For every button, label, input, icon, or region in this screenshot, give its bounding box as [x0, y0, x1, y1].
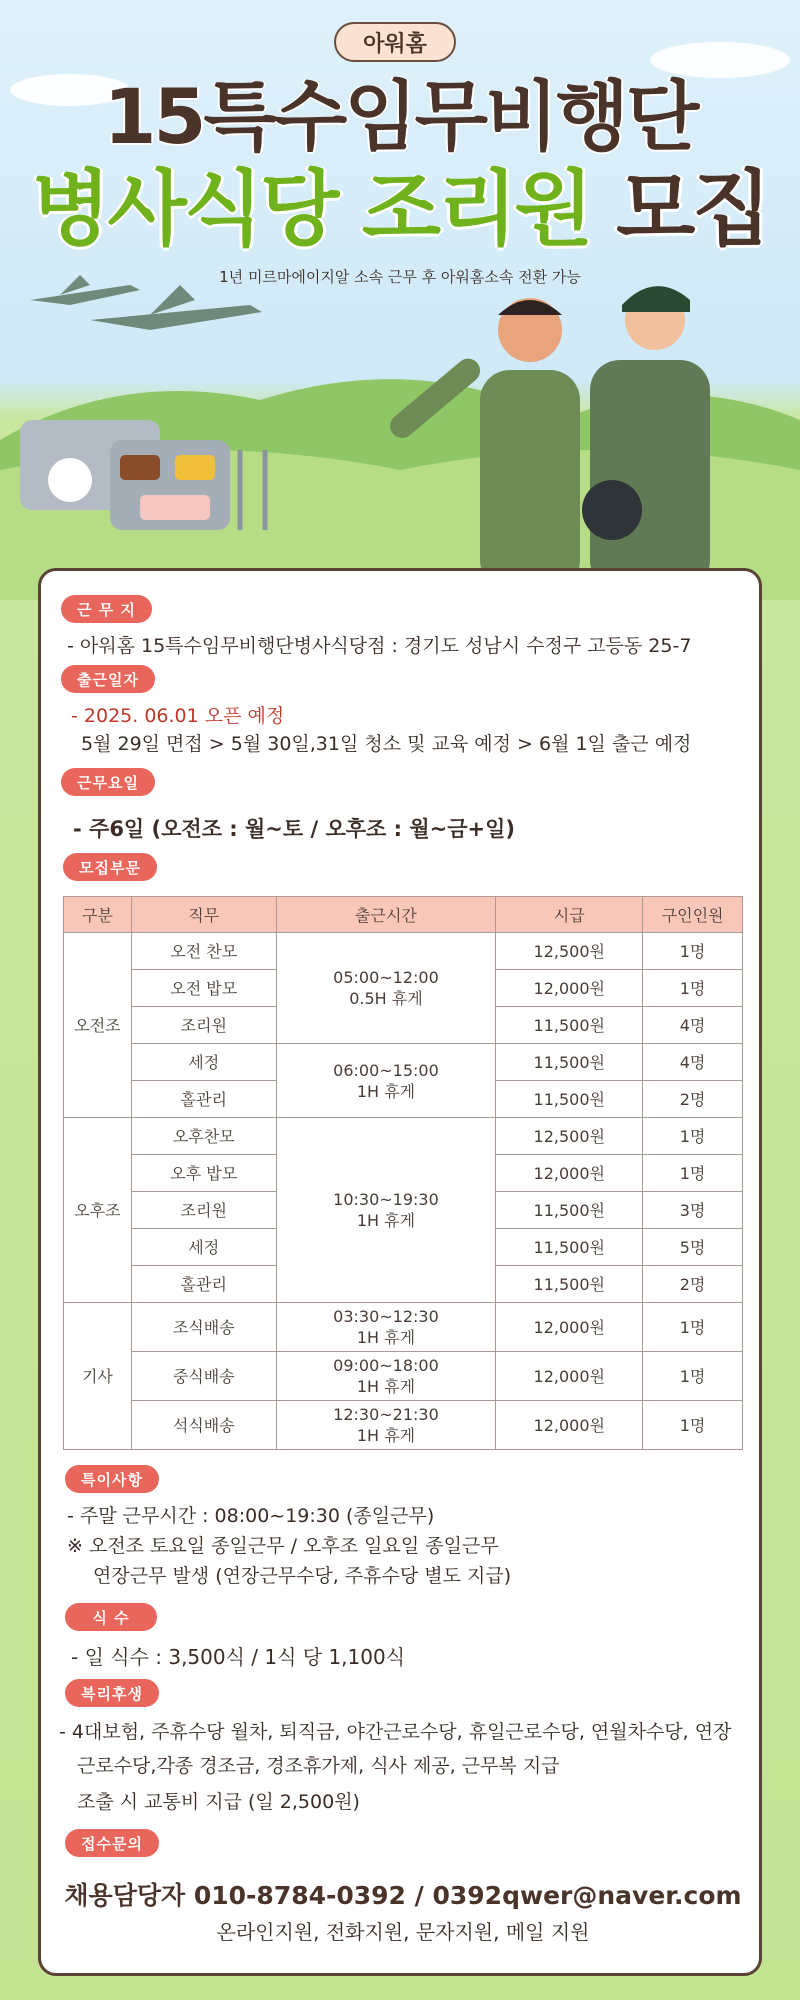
count-cell: 1명 — [643, 1352, 743, 1401]
count-cell: 1명 — [643, 1118, 743, 1155]
pay-cell: 11,500원 — [496, 1266, 643, 1303]
time-range: 06:00~15:00 — [333, 1060, 439, 1080]
meals-text: - 일 식수 : 3,500식 / 1식 당 1,100식 — [71, 1645, 406, 1669]
count-cell: 2명 — [643, 1081, 743, 1118]
count-cell: 4명 — [643, 1044, 743, 1081]
rest-time: 1H 휴게 — [356, 1426, 416, 1445]
rest-time: 1H 휴게 — [356, 1081, 416, 1101]
pay-cell: 11,500원 — [496, 1044, 643, 1081]
time-cell — [276, 933, 496, 1044]
role-cell: 석식배송 — [131, 1401, 276, 1450]
pay-cell: 11,500원 — [496, 1229, 643, 1266]
rest-time: 1H 휴게 — [356, 1377, 416, 1396]
pay-cell: 11,500원 — [496, 1192, 643, 1229]
table-header-row — [64, 897, 743, 933]
contact-info: 채용담당자 010-8784-0392 / 0392qwer@naver.com — [64, 1881, 742, 1910]
group-cell: 오후조 — [64, 1118, 132, 1303]
pay-cell: 12,000원 — [496, 1155, 643, 1192]
title-line-1: 15특수임무비행단 — [103, 72, 697, 161]
pay-cell: 12,000원 — [496, 970, 643, 1007]
hero-banner — [0, 0, 800, 600]
count-cell: 1명 — [643, 1303, 743, 1352]
role-cell: 조식배송 — [131, 1303, 276, 1352]
time-range: 03:30~12:30 — [333, 1307, 439, 1326]
title-suffix: 모집 — [616, 162, 769, 257]
count-cell: 3명 — [643, 1192, 743, 1229]
notes-line-3: 연장근무 발생 (연장근무수당, 주휴수당 별도 지급) — [93, 1565, 512, 1587]
role-cell: 오후 밥모 — [131, 1155, 276, 1192]
apply-methods: 온라인지원, 전화지원, 문자지원, 메일 지원 — [216, 1920, 590, 1944]
welfare-line-3: 조출 시 교통비 지급 (일 2,500원) — [77, 1791, 360, 1813]
time-range: 12:30~21:30 — [333, 1405, 439, 1424]
pay-cell: 12,000원 — [496, 1401, 643, 1450]
pay-cell: 12,000원 — [496, 1352, 643, 1401]
info-card — [38, 568, 762, 1976]
pay-cell: 12,500원 — [496, 933, 643, 970]
table-row — [64, 1044, 743, 1081]
rest-time: 1H 휴게 — [356, 1211, 416, 1230]
pay-cell: 12,000원 — [496, 1303, 643, 1352]
workdays-text: - 주6일 (오전조 : 월~토 / 오후조 : 월~금+일) — [73, 817, 515, 841]
table-row — [64, 1352, 743, 1401]
role-cell: 세정 — [131, 1229, 276, 1266]
table-row — [64, 933, 743, 970]
count-cell: 5명 — [643, 1229, 743, 1266]
time-cell — [276, 1118, 496, 1303]
start-date-line-1: - 2025. 06.01 오픈 예정 — [71, 705, 285, 727]
contact-tag: 접수문의 — [65, 1829, 159, 1857]
time-range: 05:00~12:00 — [333, 968, 439, 987]
recruit-tag: 모집부문 — [63, 853, 157, 881]
time-cell — [276, 1352, 496, 1401]
recruit-table — [63, 896, 743, 1450]
time-cell — [276, 1303, 496, 1352]
rest-time: 0.5H 휴게 — [349, 989, 423, 1008]
start-date-line-2: 5월 29일 면접 > 5월 30일,31일 청소 및 교육 예정 > 6월 1일 출근 예정 — [81, 733, 692, 755]
table-header: 구인인원 — [643, 897, 743, 933]
welfare-line-1: - 4대보험, 주휴수당 월차, 퇴직금, 야간근로수당, 휴일근로수당, 연월차수당, 연장 — [59, 1721, 732, 1743]
rest-time: 1H 휴게 — [356, 1328, 416, 1347]
role-cell: 오전 찬모 — [131, 933, 276, 970]
notes-tag: 특이사항 — [65, 1465, 159, 1493]
notes-line-1: - 주말 근무시간 : 08:00~19:30 (종일근무) — [67, 1505, 435, 1527]
table-header: 출근시간 — [276, 897, 496, 933]
notes-line-2: ※ 오전조 토요일 종일근무 / 오후조 일요일 종일근무 — [67, 1535, 499, 1557]
workplace-text: - 아워홈 15특수임무비행단병사식당점 : 경기도 성남시 수정구 고등동 25-7 — [67, 635, 692, 657]
count-cell: 2명 — [643, 1266, 743, 1303]
time-cell — [276, 1401, 496, 1450]
workdays-tag: 근무요일 — [61, 768, 155, 796]
role-cell: 세정 — [131, 1044, 276, 1081]
time-range: 10:30~19:30 — [333, 1190, 439, 1209]
workplace-tag: 근 무 지 — [61, 595, 152, 623]
time-range: 09:00~18:00 — [333, 1356, 439, 1375]
count-cell: 1명 — [643, 933, 743, 970]
meals-tag: 식 수 — [65, 1603, 157, 1631]
count-cell: 1명 — [643, 1401, 743, 1450]
pay-cell: 12,500원 — [496, 1118, 643, 1155]
role-cell: 조리원 — [131, 1007, 276, 1044]
pay-cell: 11,500원 — [496, 1081, 643, 1118]
count-cell: 1명 — [643, 1155, 743, 1192]
title-line-2 — [0, 160, 800, 260]
role-cell: 오후찬모 — [131, 1118, 276, 1155]
table-header: 직무 — [131, 897, 276, 933]
group-cell: 오전조 — [64, 933, 132, 1118]
group-cell: 기사 — [64, 1303, 132, 1450]
start-date-tag: 출근일자 — [61, 665, 155, 693]
role-cell: 조리원 — [131, 1192, 276, 1229]
welfare-tag: 복리후생 — [65, 1679, 159, 1707]
brand-badge: 아워홈 — [334, 22, 456, 62]
table-row — [64, 1401, 743, 1450]
table-row — [64, 1303, 743, 1352]
welfare-line-2: 근로수당,각종 경조금, 경조휴가제, 식사 제공, 근무복 지급 — [77, 1755, 560, 1777]
table-header: 시급 — [496, 897, 643, 933]
role-cell: 중식배송 — [131, 1352, 276, 1401]
table-header: 구분 — [64, 897, 132, 933]
count-cell: 1명 — [643, 970, 743, 1007]
table-row — [64, 1118, 743, 1155]
subtitle: 1년 미르마에이지알 소속 근무 후 아워홈소속 전환 가능 — [219, 268, 581, 286]
role-cell: 오전 밥모 — [131, 970, 276, 1007]
title-highlight: 병사식당 조리원 — [31, 162, 591, 257]
role-cell: 홀관리 — [131, 1266, 276, 1303]
pay-cell: 11,500원 — [496, 1007, 643, 1044]
time-cell — [276, 1044, 496, 1118]
role-cell: 홀관리 — [131, 1081, 276, 1118]
count-cell: 4명 — [643, 1007, 743, 1044]
